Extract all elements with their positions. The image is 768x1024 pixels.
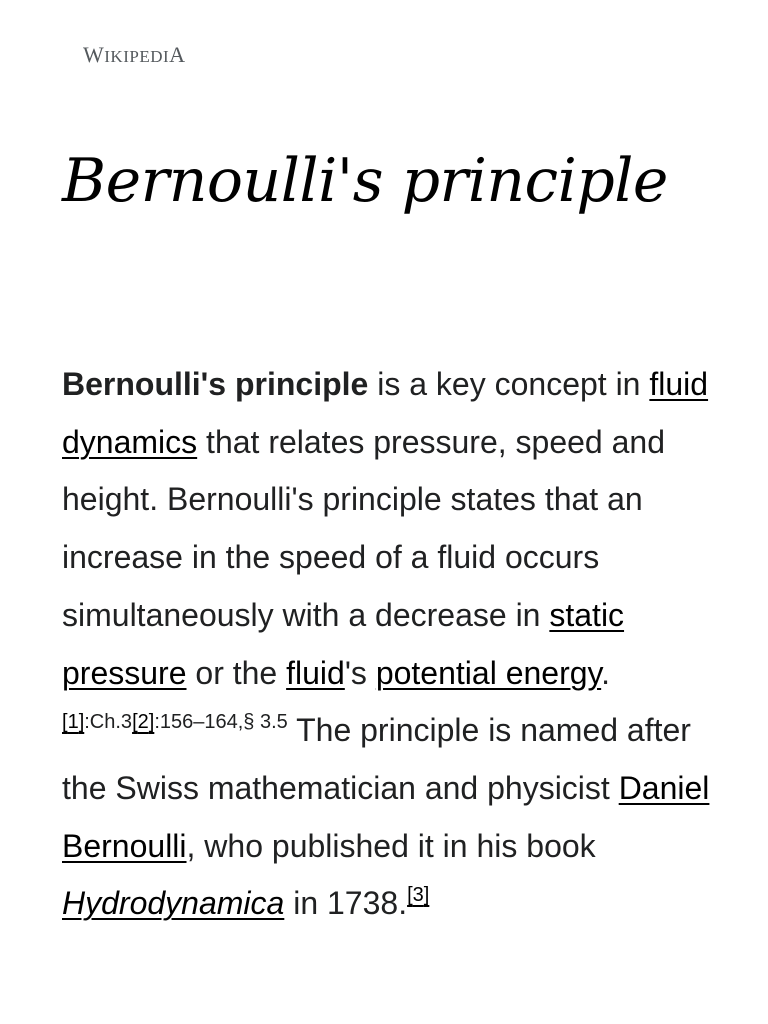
ref-bracket: ]: [423, 884, 430, 907]
link-fluid-dynamics[interactable]: fluid dynamics: [62, 366, 709, 460]
ref-number: 3: [412, 884, 424, 907]
citation-1-page: :Ch.3: [84, 711, 133, 734]
lead-text: .: [601, 654, 611, 691]
page-title: Bernoulli's principle: [62, 146, 668, 216]
lead-text: or the: [186, 654, 287, 691]
logo-middle: IKIPEDI: [104, 47, 170, 66]
link-fluid[interactable]: fluid: [286, 654, 345, 691]
link-static-pressure[interactable]: static pressure: [62, 596, 625, 691]
ref-bracket: ]: [148, 711, 155, 734]
citation-2-page: :156–164,§ 3.5: [154, 711, 288, 734]
ref-bracket: [: [132, 711, 138, 734]
lead-text: in 1738.: [284, 885, 408, 922]
lead-paragraph: [62, 356, 712, 933]
citation-1: [62, 711, 132, 733]
lead-text: 's: [344, 654, 376, 691]
citation-2: [132, 711, 288, 733]
link-daniel-bernoulli[interactable]: Daniel Bernoulli: [62, 769, 710, 864]
ref-bracket: [: [62, 711, 68, 734]
logo-final: A: [169, 42, 186, 67]
citation-3: [407, 884, 429, 906]
bold-subject: Bernoulli's principle: [62, 366, 369, 402]
ref-bracket: ]: [78, 711, 85, 734]
logo-initial: W: [83, 42, 105, 67]
link-hydrodynamica[interactable]: Hydrodynamica: [62, 885, 285, 922]
citation-2-link[interactable]: [132, 711, 154, 733]
citation-3-link[interactable]: [407, 884, 429, 906]
ref-number: 2: [137, 711, 149, 734]
lead-text: , who published it in his book: [186, 827, 596, 864]
link-potential-energy[interactable]: potential energy: [375, 654, 602, 691]
ref-number: 1: [67, 711, 79, 734]
lead-text: The principle is named after the Swiss mathematician and physicist: [62, 712, 691, 806]
book-title: [62, 885, 284, 921]
lead-text: that relates pressure, speed and height. Bernoulli's principle states that an increase in the speed of a fluid occurs simultaneously with a decrease in: [62, 423, 665, 633]
ref-bracket: [: [407, 884, 413, 907]
wikipedia-wordmark-logo[interactable]: [83, 42, 186, 68]
lead-text: is a key concept in: [368, 366, 650, 402]
citation-1-link[interactable]: [62, 711, 84, 733]
